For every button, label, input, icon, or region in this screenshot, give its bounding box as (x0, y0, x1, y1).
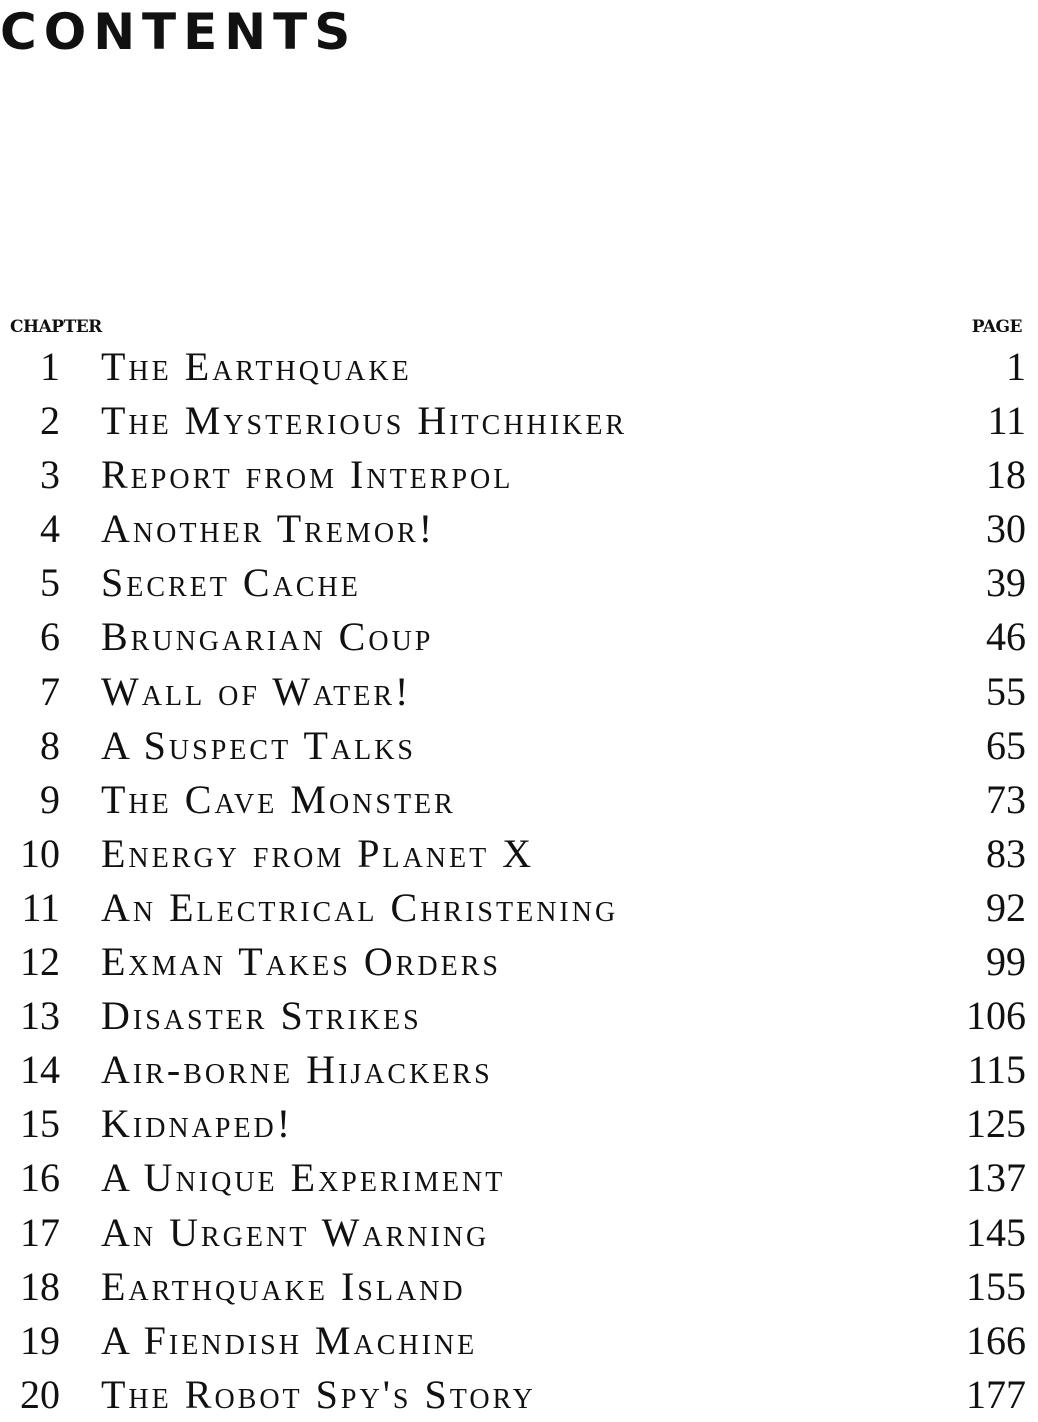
chapter-title: A Suspect Talks (101, 722, 417, 768)
toc-entry[interactable] (0, 502, 1038, 556)
page-number: 46 (986, 614, 1026, 660)
toc-entry[interactable] (0, 989, 1038, 1043)
chapter-title: Brungarian Coup (101, 614, 434, 660)
toc-entry[interactable] (0, 773, 1038, 827)
toc-entry[interactable] (0, 1151, 1038, 1205)
chapter-title: Secret Cache (101, 560, 361, 606)
page-number: 177 (966, 1371, 1026, 1417)
chapter-number: 13 (20, 993, 60, 1039)
chapter-number: 1 (40, 344, 60, 389)
chapter-title: Air-borne Hijackers (101, 1047, 493, 1093)
page-number: 166 (966, 1317, 1026, 1363)
chapter-number: 3 (40, 452, 60, 498)
toc-entry[interactable] (0, 394, 1038, 448)
page-title: CONTENTS (0, 3, 358, 61)
page-number: 73 (986, 776, 1026, 822)
chapter-number: 11 (21, 884, 60, 930)
chapter-number: 15 (20, 1101, 60, 1147)
chapter-title: Energy from Planet X (101, 830, 535, 876)
chapter-number: 18 (20, 1263, 60, 1309)
page-number: 145 (966, 1209, 1026, 1255)
chapter-column-label: CHAPTER (10, 317, 102, 337)
chapter-number: 2 (40, 398, 60, 444)
toc-entry[interactable] (0, 881, 1038, 935)
page-number: 99 (986, 939, 1026, 985)
chapter-number: 20 (20, 1371, 60, 1417)
page-number: 115 (967, 1047, 1026, 1093)
chapter-title: Kidnaped! (101, 1101, 294, 1147)
toc-entry[interactable] (0, 665, 1038, 719)
page-number: 30 (986, 506, 1026, 552)
toc-entry[interactable] (0, 1097, 1038, 1151)
toc-entry[interactable] (0, 1206, 1038, 1260)
page-number: 11 (987, 398, 1026, 444)
chapter-number: 10 (20, 830, 60, 876)
page-number: 83 (986, 830, 1026, 876)
chapter-number: 19 (20, 1317, 60, 1363)
toc-entry[interactable] (0, 448, 1038, 502)
chapter-number: 4 (40, 506, 60, 552)
toc-entry[interactable] (0, 719, 1038, 773)
chapter-title: The Mysterious Hitchhiker (101, 398, 628, 444)
chapter-title: The Cave Monster (101, 776, 456, 822)
page-number: 125 (966, 1101, 1026, 1147)
chapter-number: 9 (40, 776, 60, 822)
chapter-title: The Robot Spy's Story (101, 1371, 536, 1417)
page-number: 92 (986, 884, 1026, 930)
toc-entry[interactable] (0, 340, 1038, 394)
page-number: 55 (986, 668, 1026, 714)
chapter-title: A Unique Experiment (101, 1155, 506, 1201)
chapter-title: Report from Interpol (101, 452, 514, 498)
chapter-number: 16 (20, 1155, 60, 1201)
page-number: 106 (966, 993, 1026, 1039)
chapter-number: 7 (40, 668, 60, 714)
page-number: 65 (986, 722, 1026, 768)
chapter-title: Wall of Water! (101, 668, 412, 714)
chapter-title: The Earthquake (101, 344, 412, 389)
chapter-number: 12 (20, 939, 60, 985)
chapter-number: 8 (40, 722, 60, 768)
chapter-title: Another Tremor! (101, 506, 436, 552)
table-of-contents (0, 340, 1038, 1422)
chapter-title: Exman Takes Orders (101, 939, 501, 985)
page-number: 39 (986, 560, 1026, 606)
page-column-label: PAGE (971, 317, 1022, 337)
toc-entry[interactable] (0, 556, 1038, 610)
chapter-title: An Electrical Christening (101, 884, 619, 930)
chapter-title: Earthquake Island (101, 1263, 466, 1309)
toc-entry[interactable] (0, 1043, 1038, 1097)
page-number: 1 (1006, 344, 1026, 389)
toc-entry[interactable] (0, 1368, 1038, 1422)
chapter-title: An Urgent Warning (101, 1209, 490, 1255)
chapter-number: 17 (20, 1209, 60, 1255)
toc-entry[interactable] (0, 935, 1038, 989)
chapter-number: 5 (40, 560, 60, 606)
chapter-title: A Fiendish Machine (101, 1317, 478, 1363)
chapter-number: 14 (20, 1047, 60, 1093)
toc-entry[interactable] (0, 1260, 1038, 1314)
chapter-number: 6 (40, 614, 60, 660)
chapter-title: Disaster Strikes (101, 993, 422, 1039)
toc-entry[interactable] (0, 827, 1038, 881)
toc-entry[interactable] (0, 610, 1038, 664)
toc-entry[interactable] (0, 1314, 1038, 1368)
page-number: 155 (966, 1263, 1026, 1309)
page-number: 18 (986, 452, 1026, 498)
page-number: 137 (966, 1155, 1026, 1201)
